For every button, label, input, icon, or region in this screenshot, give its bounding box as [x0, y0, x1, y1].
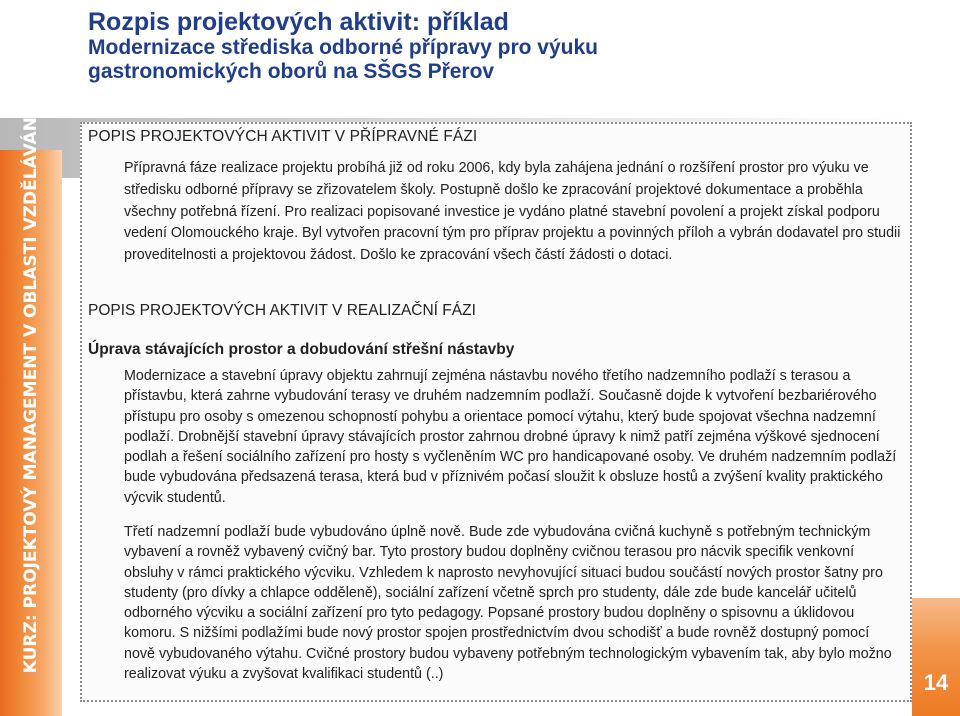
section2-paragraph-1: Modernizace a stavební úpravy objektu zahrnují zejména nástavbu nového třetího nadzemního podlaží s terasou a přístavbu, která zahrne vybudování terasy ve druhém nadzemním podlaží. Současně dojde k vytvoření bezbariérového přístupu pro osoby s omezenou schopností pohybu a orientace pomocí výtahu, který bude spojovat všechna nadzemní podlaží. Drobnější stavební úpravy stávajících prostor zahrnou drobné úpravy k nimž patří zejména výškové sjednocení podlah a řešení sociálního zařízení pro hosty s vyčleněním WC pro handicapované osoby. Ve druhém nadzemním podlaží bude vybudována předsazená terasa, která bud v příznivém počasí sloužit k obsluze hostů a zvýšení kvality praktického výcvik studentů. [124, 368, 897, 506]
section2-subheading: Úprava stávajících prostor a dobudování střešní nástavby [88, 341, 515, 358]
page-title [88, 8, 948, 83]
section1-paragraph: Přípravná fáze realizace projektu probíhá již od roku 2006, kdy byla zahájena jednání o rozšíření prostor pro výuku ve středisku odborné přípravy se zřizovatelem školy. Postupně došlo ke zpracování projektové dokumentace a proběhla všechny potřebná řízení. Pro realizaci popisované investice je vydáno platné stavební povolení a projekt získal podporu vedení Olomouckého kraje. Byl vytvořen pracovní tým pro příprav projektu a povinných příloh a vybrán dodavatel pro studii proveditelnosti a projektovou žádost. Došlo ke zpracování všech částí žádosti o dotaci. [124, 160, 901, 264]
title-line-2: Modernizace střediska odborné přípravy pro výuku [88, 36, 598, 59]
corner-accent [912, 598, 960, 716]
section1-heading: POPIS PROJEKTOVÝCH AKTIVIT V PŘÍPRAVNÉ FÁZI [88, 128, 478, 145]
sidebar-course-label: KURZ: PROJEKTOVÝ MANAGEMENT V OBLASTI VZDĚLÁVÁNÍ [21, 110, 41, 674]
title-line-3: gastronomických oborů na SŠGS Přerov [88, 59, 495, 83]
section2-heading: POPIS PROJEKTOVÝCH AKTIVIT V REALIZAČNÍ FÁZI [88, 302, 476, 319]
section2-paragraph-2: Třetí nadzemní podlaží bude vybudováno úplně nově. Bude zde vybudována cvičná kuchyně s potřebným technickým vybavení a rovněž vybavený cvičný bar. Tyto prostory budou doplněny cvičnou terasou pro nácvik specifik venkovní obsluhy v rámci praktického výcviku. Vzhledem k naprosto nevyhovující situaci budou součástí nových prostor šatny pro studenty (pro dívky a chlapce odděleně), sociální zařízení včetně sprch pro studenty, dále zde bude kancelář učitelů odborného výcviku a sociální zařízení pro tyto pedagogy. Popsané prostory budou doplněny o spisovnu a úklidovou komoru. S nižšími podlažími bude nový prostor spojen prostřednictvím dvou schodišť a bude rovněž dostupný pomocí nově vybudovaného výtahu. Cvičné prostory budou vybaveny potřebným technologickým vybavením tak, aby bylo možno realizovat výuku a zvyšovat kvalifikaci studentů (..) [124, 524, 892, 683]
page-number: 14 [923, 670, 949, 695]
title-line-1: Rozpis projektových aktivit: příklad [88, 8, 509, 36]
